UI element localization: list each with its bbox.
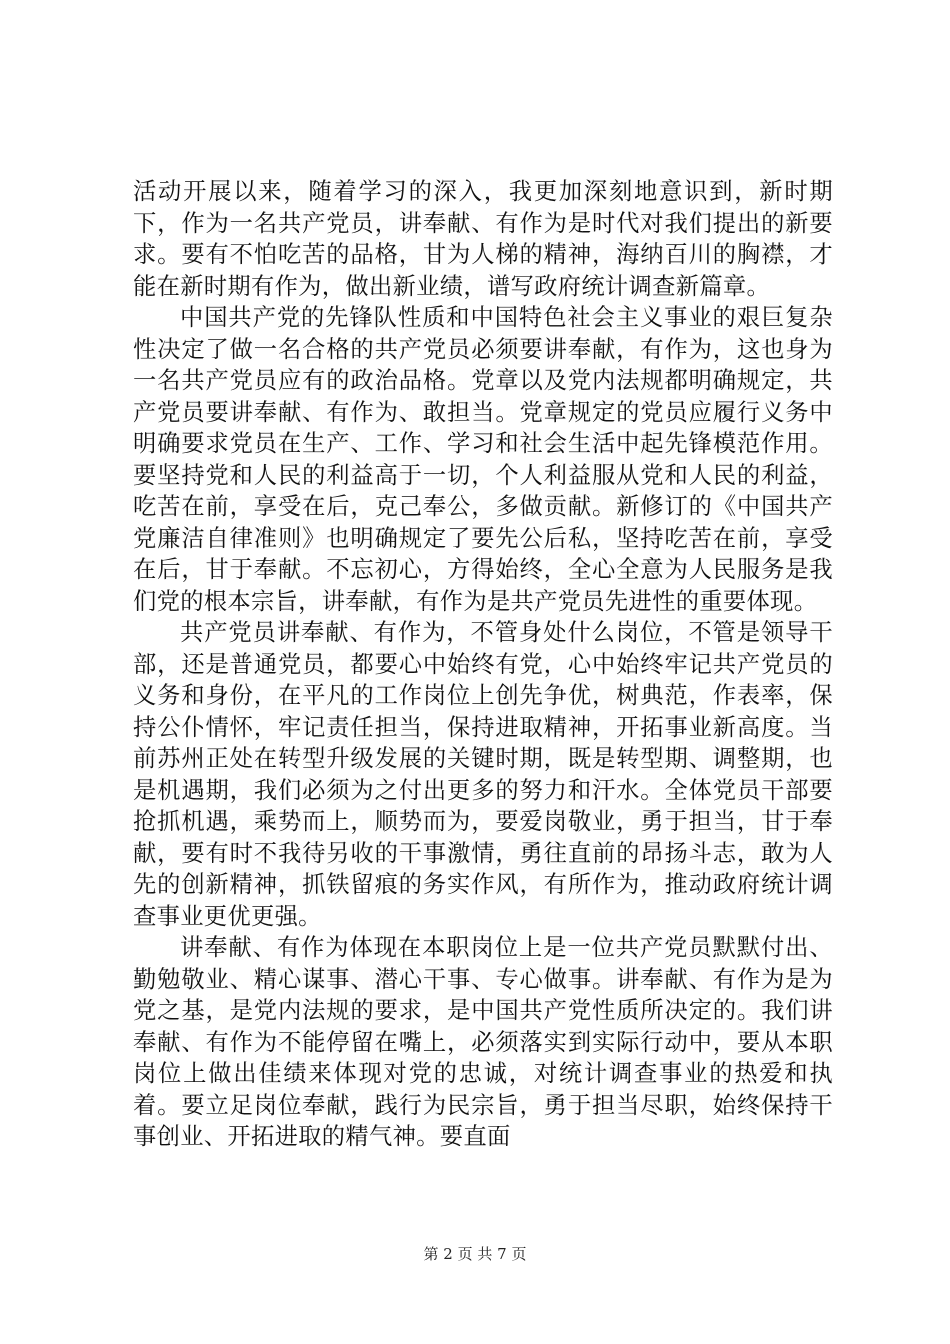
paragraph-1: 活动开展以来，随着学习的深入，我更加深刻地意识到，新时期下，作为一名共产党员，讲奉献、有作为是时代对我们提出的新要求。要有不怕吃苦的品格，甘为人梯的精神，海纳百川的胸襟，才能在新时期有作为，做出新业绩，谱写政府统计调查新篇章。	[133, 178, 833, 300]
page-footer: 第 2 页 共 7 页	[423, 1245, 527, 1263]
paragraph-2: 中国共产党的先锋队性质和中国特色社会主义事业的艰巨复杂性决定了做一名合格的共产党员必须要讲奉献，有作为，这也身为一名共产党员应有的政治品格。党章以及党内法规都明确规定，共产党员要讲奉献、有作为、敢担当。党章规定的党员应履行义务中明确要求党员在生产、工作、学习和社会生活中起先锋模范作用。要坚持党和人民的利益高于一切，个人利益服从党和人民的利益，吃苦在前，享受在后，克己奉公，多做贡献。新修订的《中国共产党廉洁自律准则》也明确规定了要先公后私，坚持吃苦在前，享受在后，甘于奉献。不忘初心，方得始终，全心全意为人民服务是我们党的根本宗旨，讲奉献，有作为是共产党员先进性的重要体现。	[133, 304, 833, 615]
document-body	[133, 176, 833, 1153]
paragraph-4: 讲奉献、有作为体现在本职岗位上是一位共产党员默默付出、勤勉敬业、精心谋事、潜心干事、专心做事。讲奉献、有作为是为党之基，是党内法规的要求，是中国共产党性质所决定的。我们讲奉献、有作为不能停留在嘴上，必须落实到实际行动中，要从本职岗位上做出佳绩来体现对党的忠诚，对统计调查事业的热爱和执着。要立足岗位奉献，践行为民宗旨，勇于担当尽职，始终保持干事创业、开拓进取的精气神。要直面	[133, 934, 833, 1150]
paragraph-3: 共产党员讲奉献、有作为，不管身处什么岗位，不管是领导干部，还是普通党员，都要心中始终有党，心中始终牢记共产党员的义务和身份，在平凡的工作岗位上创先争优，树典范，作表率，保持公仆情怀，牢记责任担当，保持进取精神，开拓事业新高度。当前苏州正处在转型升级发展的关键时期，既是转型期、调整期，也是机遇期，我们必须为之付出更多的努力和汗水。全体党员干部要抢抓机遇，乘势而上，顺势而为，要爱岗敬业，勇于担当，甘于奉献，要有时不我待另收的干事激情，勇往直前的昂扬斗志，敢为人先的创新精神，抓铁留痕的务实作风，有所作为，推动政府统计调查事业更优更强。	[133, 619, 833, 930]
